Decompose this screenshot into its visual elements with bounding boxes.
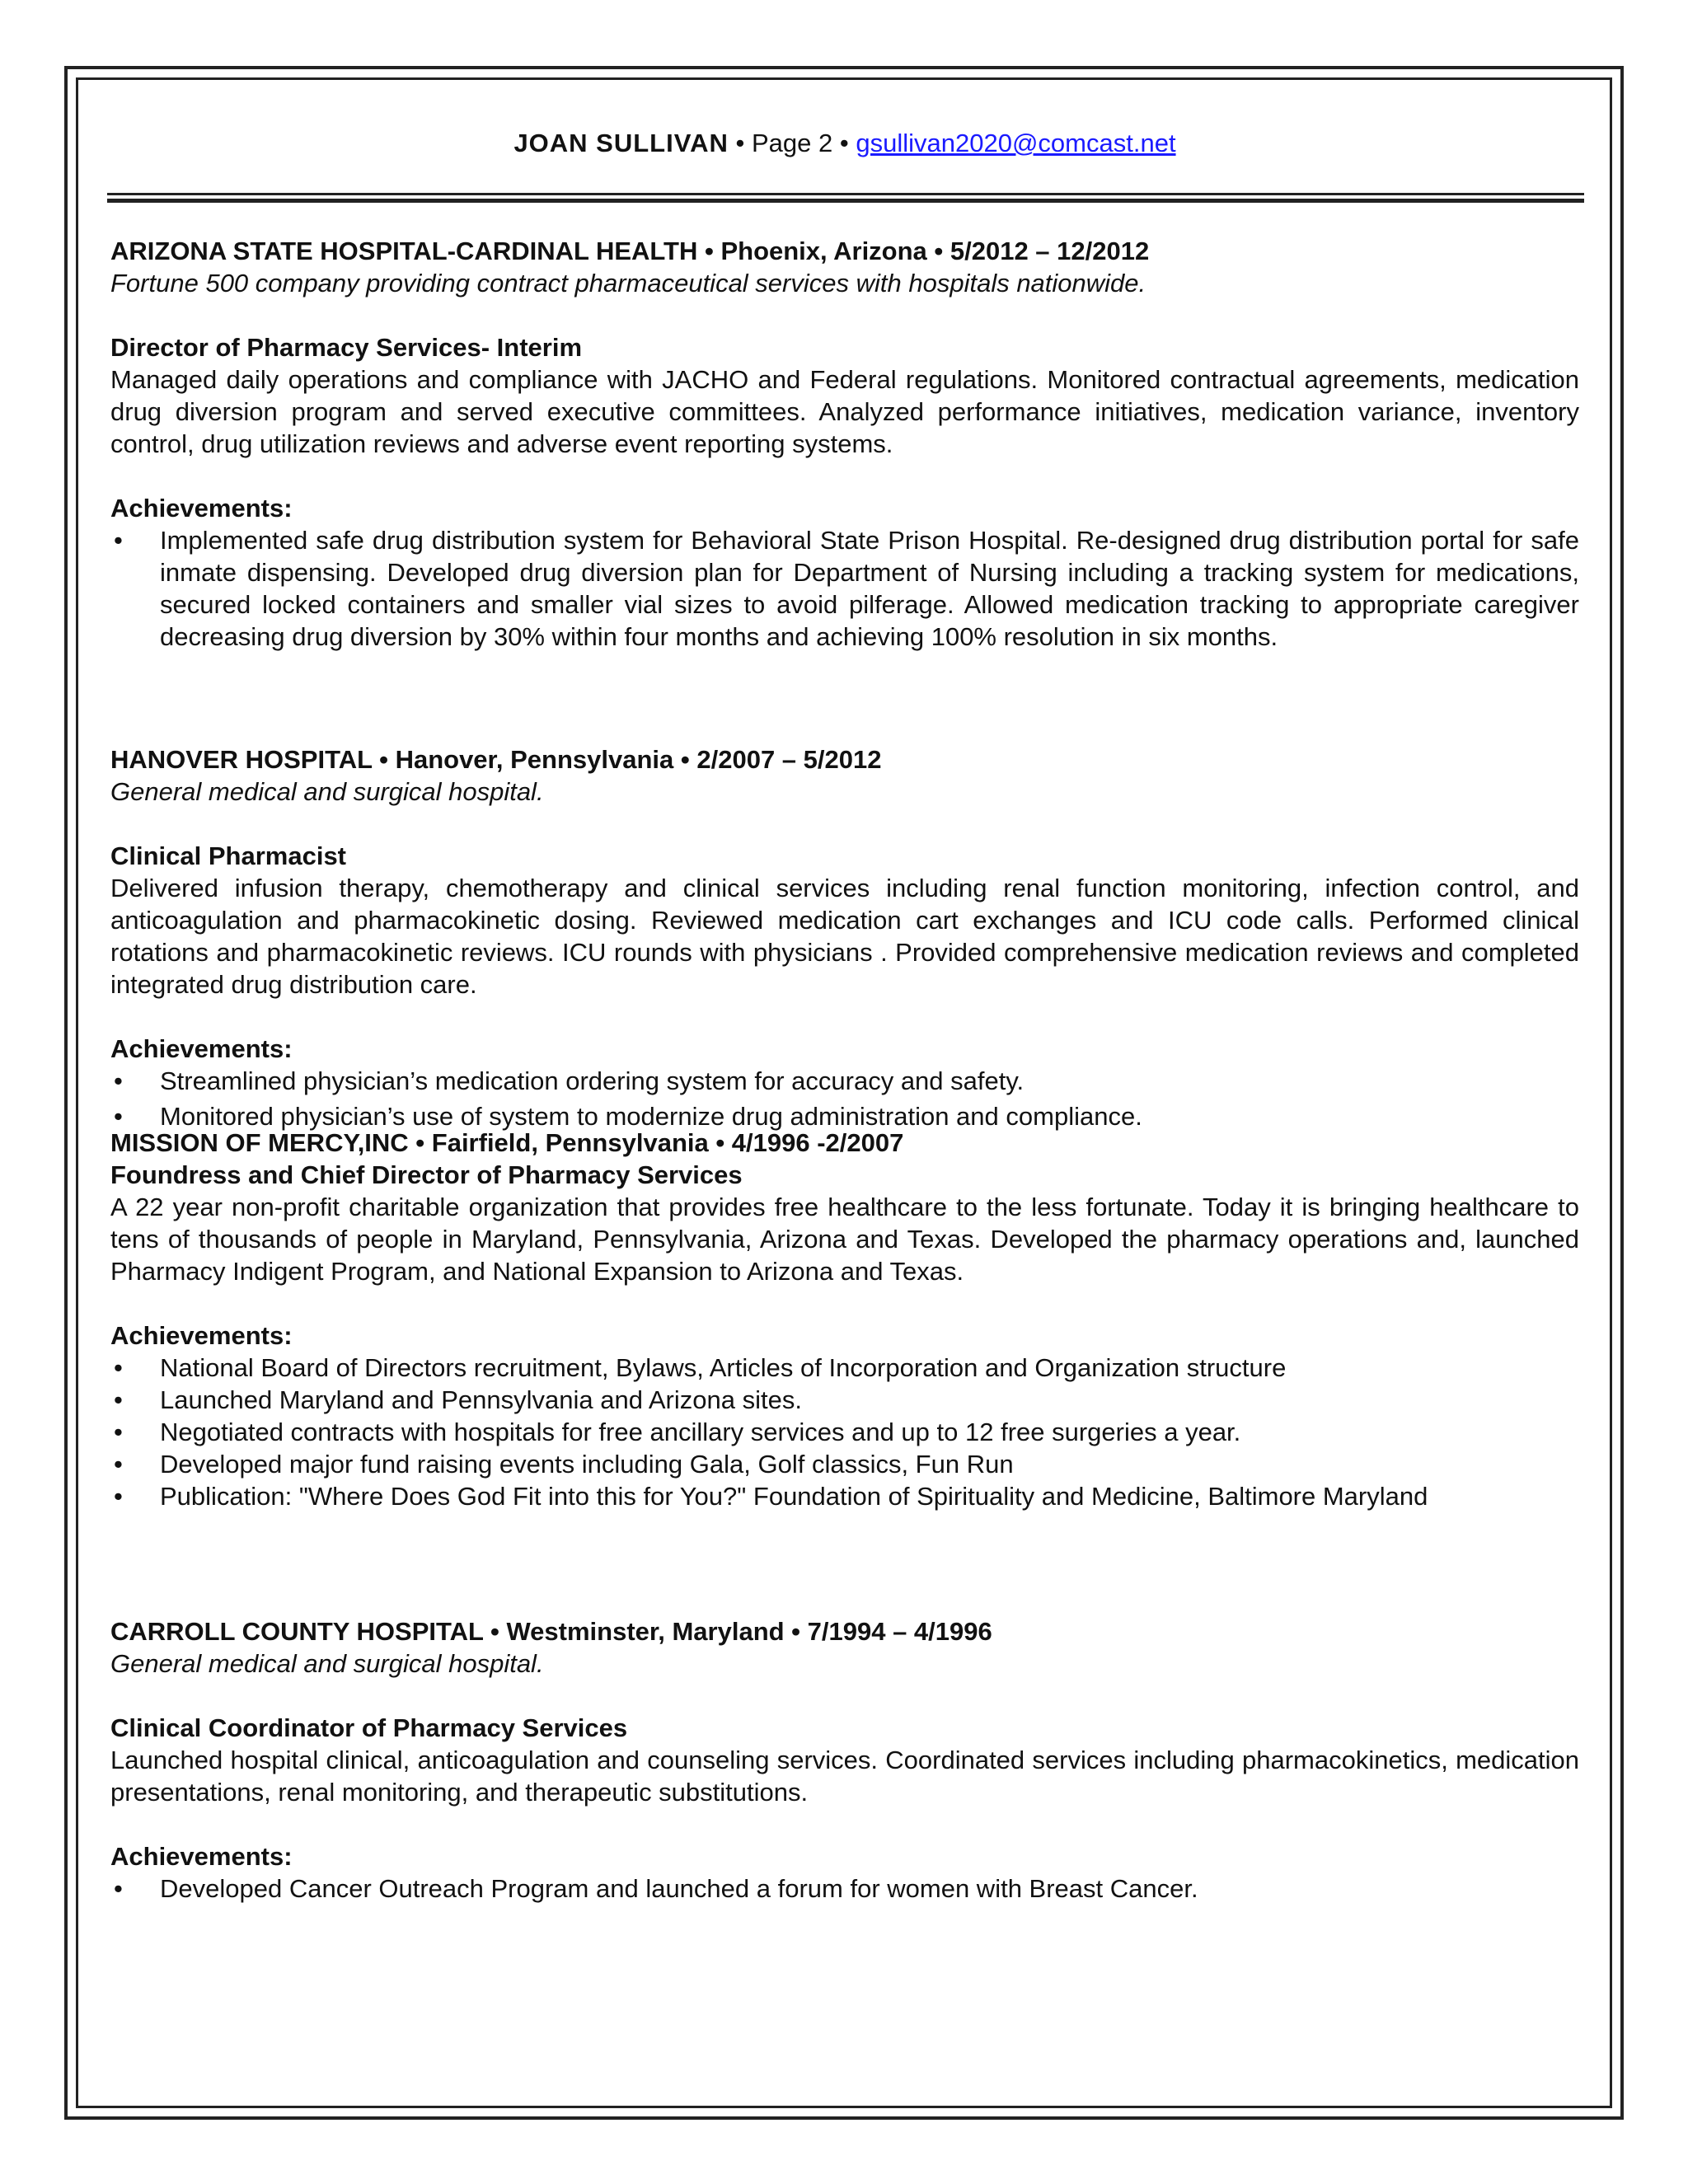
company-tagline: General medical and surgical hospital. [110,1649,544,1678]
list-item: • National Board of Directors recruitment, Bylaws, Articles of Incorporation and Organization structure [114,1353,1287,1382]
job-section-arizona [110,235,1579,653]
bullet-icon: • [114,1450,123,1479]
achievements-list [110,524,1579,653]
header-name: JOAN SULLIVAN [513,129,729,157]
achievements-heading: Achievements: [110,1842,293,1871]
header-page-number: Page 2 [752,129,833,157]
list-item: • Streamlined physician’s medication ordering system for accuracy and safety. [114,1066,1025,1095]
achievements-heading: Achievements: [110,494,293,523]
list-item: • Negotiated contracts with hospitals for free ancillary services and up to 12 free surgeries a year. [114,1418,1241,1446]
job-title: Foundress and Chief Director of Pharmacy Services [110,1160,743,1189]
job-section-carroll-county [110,1615,1579,1905]
bullet-icon: • [114,526,123,555]
header-separator: • [839,129,849,157]
achievements-list [110,1872,1579,1905]
company-tagline: General medical and surgical hospital. [110,777,544,806]
company-line: HANOVER HOSPITAL • Hanover, Pennsylvania • 2/2007 – 5/2012 [110,745,882,774]
job-description: A 22 year non-profit charitable organization that provides free healthcare to the less fortunate. Today it is bringing healthcare to tens of thousands of people in Maryland, Pennsylvania, Arizona and Texas. Developed the pharmacy operations and, launched Pharmacy Indigent Program, and National Expansion to Arizona and Texas. [110,1193,1579,1286]
bullet-icon: • [114,1066,123,1095]
company-tagline: Fortune 500 company providing contract pharmaceutical services with hospitals nationwide. [110,269,1146,298]
list-item: • Launched Maryland and Pennsylvania and Arizona sites. [114,1385,802,1414]
bullet-icon: • [114,1874,123,1903]
resume-page [110,124,1579,1903]
header-rule-thin [107,193,1584,195]
company-line: CARROLL COUNTY HOSPITAL • Westminster, Maryland • 7/1994 – 4/1996 [110,1617,992,1646]
achievements-heading: Achievements: [110,1321,293,1350]
company-line: ARIZONA STATE HOSPITAL-CARDINAL HEALTH • Phoenix, Arizona • 5/2012 – 12/2012 [110,237,1150,265]
header-separator: • [735,129,745,157]
achievements-heading: Achievements: [110,1034,293,1063]
job-description: Delivered infusion therapy, chemotherapy and clinical services including renal function monitoring, infection control, and anticoagulation and pharmacokinetic dosing. Reviewed medication cart exchanges and ICU code calls. Performed clinical rotations and pharmacokinetic reviews. ICU rounds with physicians . Provided comprehensive medication reviews and completed integrated drug distribution care. [110,874,1579,999]
email-link[interactable]: gsullivan2020@comcast.net [856,129,1176,157]
list-item: • Monitored physician’s use of system to modernize drug administration and compliance. [114,1102,1142,1131]
list-item: • Developed major fund raising events including Gala, Golf classics, Fun Run [114,1450,1014,1479]
job-description: Launched hospital clinical, anticoagulation and counseling services. Coordinated services including pharmacokinetics, medication presentations, renal monitoring, and therapeutic substitutions. [110,1746,1579,1807]
job-title: Director of Pharmacy Services- Interim [110,333,583,362]
job-section-hanover [110,743,1579,1136]
list-item: • Developed Cancer Outreach Program and launched a forum for women with Breast Cancer. [114,1874,1198,1903]
bullet-icon: • [114,1353,123,1382]
achievements-list [110,1352,1579,1512]
bullet-icon: • [114,1102,123,1131]
achievements-list [110,1065,1579,1132]
page-header [110,127,1579,160]
bullet-icon: • [114,1385,123,1414]
job-title: Clinical Pharmacist [110,841,347,870]
job-section-mission-of-mercy [110,1127,1579,1512]
bullet-icon: • [114,1482,123,1511]
list-item: • Implemented safe drug distribution system for Behavioral State Prison Hospital. Re-designed drug distribution portal for safe inmate dispensing. Developed drug diversion plan for Department of Nursing including a tracking system for medications, secured locked containers and smaller vial sizes to avoid pilferage. Allowed medication tracking to appropriate caregiver decreasing drug diversion by 30% within four months and achieving 100% resolution in six months. [114,526,1579,651]
header-rule-thick [107,199,1584,203]
list-item: • Publication: "Where Does God Fit into this for You?" Foundation of Spirituality and Medicine, Baltimore Maryland [114,1482,1428,1511]
bullet-icon: • [114,1418,123,1446]
job-title: Clinical Coordinator of Pharmacy Services [110,1713,628,1742]
company-line: MISSION OF MERCY,INC • Fairfield, Pennsylvania • 4/1996 -2/2007 [110,1128,904,1157]
job-description: Managed daily operations and compliance with JACHO and Federal regulations. Monitored contractual agreements, medication drug diversion program and served executive committees. Analyzed performance initiatives, medication variance, inventory control, drug utilization reviews and adverse event reporting systems. [110,365,1579,458]
